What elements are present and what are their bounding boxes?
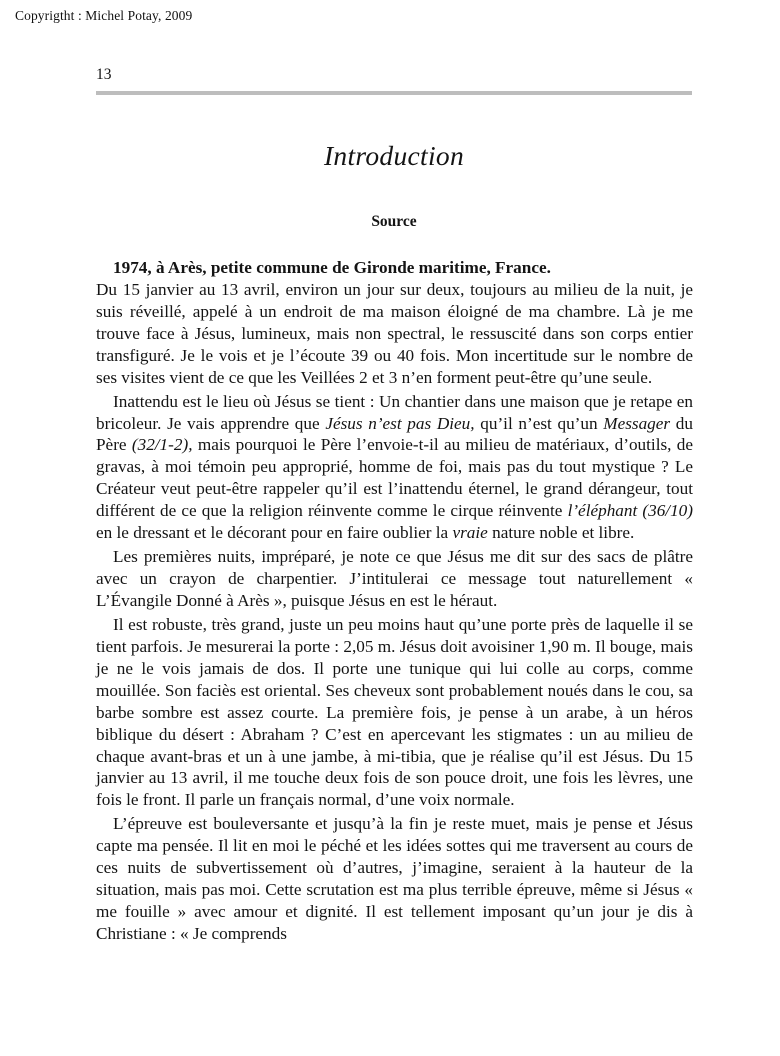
paragraph-1 <box>96 257 693 388</box>
text-run: nature noble et libre. <box>487 523 635 543</box>
italic-run: Messager <box>603 413 671 433</box>
paragraph-4: Il est robuste, très grand, juste un peu moins haut qu’une porte près de laquelle il se tient parfois. Je mesurerai la porte : 2,05 m. Jésus doit avoisiner 1,90 m. Il bouge, mais je ne le vois jamais de dos. Il porte une tunique qui lui colle au corps, comme mouillée. Son faciès est oriental. Ses cheveux sont probablement noués dans le cou, sa barbe sombre est assez courte. La première fois, je pense à un arabe, à un héros biblique du désert : Abraham ? C’est en apercevant les stigmates : un au milieu de chaque avant-bras et un à une jambe, à mi-tibia, que je réalise qu’il est Jésus. Du 15 janvier au 13 avril, il me touche deux fois de son pouce droit, une fois les lèvres, une fois le front. Il parle un français normal, d’une voix normale. <box>96 615 693 810</box>
text-run: mais pourquoi le Père l’envoie-t-il au milieu de matériaux, d’outils, de gravas, à moi témoin peu approprié, homme de foi, mais pas du tout mystique ? Le Créateur veut peut-être rappeler qu’il est l’inattendu éternel, le grand dérangeur, tout différent de ce que la religion réinvente comme le cirque réinvente <box>96 435 694 521</box>
text-run: en le dressant et le décorant pour en faire oublier la <box>96 523 453 543</box>
paragraph-lead: 1974, à Arès, petite commune de Gironde maritime, France. <box>113 258 551 277</box>
text-run: qu’il n’est qu’un <box>474 413 604 433</box>
paragraph-text: Du 15 janvier au 13 avril, environ un jour sur deux, toujours au milieu de la nuit, je suis réveillé, appelé à un endroit de ma maison éloigné de ma chambre. Là je me trouve face à Jésus, lumineux, mais non spectral, le ressuscité dans son corps entier transfiguré. Je le vois et je l’écoute 39 ou 40 fois. Mon incertitude sur le nombre de ses visites vient de ce que les Veillées 2 et 3 n’en forment peut-être qu’une seule. <box>96 279 693 387</box>
italic-reference: (32/1-2), <box>131 435 193 455</box>
italic-run: Jésus n’est pas Dieu, <box>325 413 475 433</box>
italic-reference: l’éléphant (36/10) <box>567 501 693 521</box>
paragraph-5: L’épreuve est bouleversante et jusqu’à la fin je reste muet, mais je pense et Jésus capte ma pensée. Il lit en moi le péché et les idées sottes qui me traversent au cours de ces nuits de subvertissement où d’autres, j’imagine, seraient à la hauteur de la situation, mais pas moi. Cette scrutation est ma plus terrible épreuve, même si Jésus « me fouille » avec amour et dignité. Il est tellement imposant qu’un jour je dis à Christiane : « Je comprends <box>96 814 693 943</box>
header-rule <box>96 91 692 95</box>
italic-run: vraie <box>452 523 488 543</box>
text-run: du Père <box>96 413 693 455</box>
page-number: 13 <box>96 66 112 83</box>
text-run: Inattendu est le lieu où Jésus se tient : Un chantier dans une maison que je retape en bricoleur. Je vais apprendre que <box>96 391 693 433</box>
chapter-title: Introduction <box>323 140 465 171</box>
paragraph-2 <box>96 391 693 544</box>
paragraph-3: Les premières nuits, impréparé, je note ce que Jésus me dit sur des sacs de plâtre avec un crayon de charpentier. J’intitulerai ce message tout naturellement « L’Évangile Donné à Arès », puisque Jésus en est le héraut. <box>96 547 693 610</box>
copyright-notice: Copyrigtht : Michel Potay, 2009 <box>15 8 193 23</box>
section-title: Source <box>371 213 417 230</box>
body-text <box>96 257 693 947</box>
